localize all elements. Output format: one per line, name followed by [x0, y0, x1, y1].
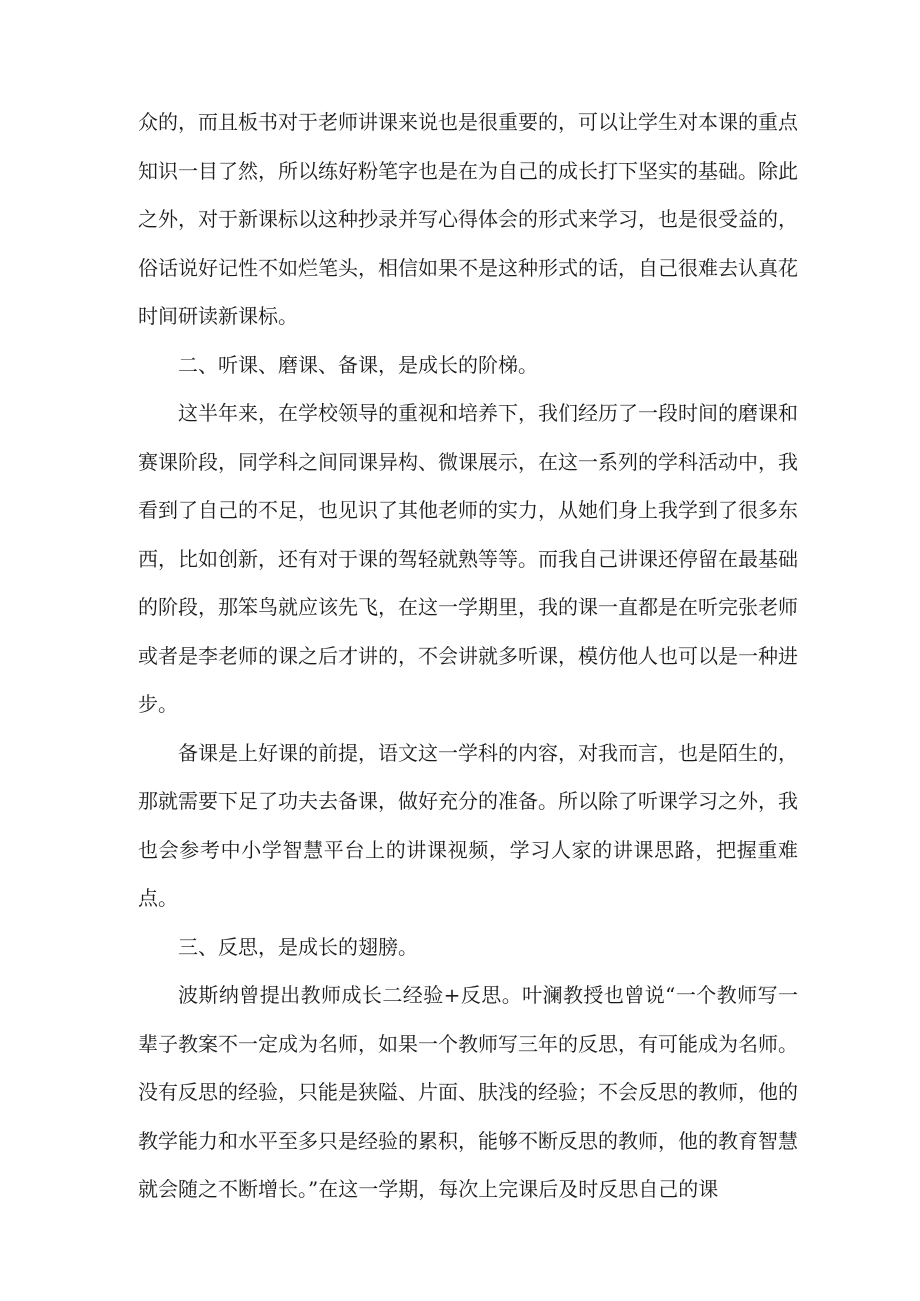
paragraph: 这半年来，在学校领导的重视和培养下，我们经历了一段时间的磨课和赛课阶段，同学科之间同课异构、微课展示，在这一系列的学科活动中，我看到了自己的不足，也见识了其他老师的实力，从她们身上我学到了很多东西，比如创新，还有对于课的驾轻就熟等等。而我自己讲课还停留在最基础的阶段，那笨鸟就应该先飞，在这一学期里，我的课一直都是在听完张老师或者是李老师的课之后才讲的，不会讲就多听课，模仿他人也可以是一种进步。	[138, 401, 798, 716]
document-body	[138, 98, 798, 1214]
section-heading-three: 三、反思，是成长的翅膀。	[178, 934, 418, 959]
paragraph: 波斯纳曾提出教师成长二经验+反思。叶澜教授也曾说“一个教师写一辈子教案不一定成为名师，如果一个教师写三年的反思，有可能成为名师。没有反思的经验，只能是狭隘、片面、肤浅的经验；不会反思的教师，他的教学能力和水平至多只是经验的累积，能够不断反思的教师，他的教育智慧就会随之不断增长。”在这一学期，每次上完课后及时反思自己的课	[138, 983, 798, 1201]
paragraph-continuation: 众的，而且板书对于老师讲课来说也是很重要的，可以让学生对本课的重点知识一目了然，所以练好粉笔字也是在为自己的成长打下坚实的基础。除此之外，对于新课标以这种抄录并写心得体会的形式来学习，也是很受益的，俗话说好记性不如烂笔头，相信如果不是这种形式的话，自己很难去认真花时间研读新课标。	[138, 110, 798, 328]
section-heading-two: 二、听课、磨课、备课，是成长的阶梯。	[178, 352, 538, 377]
paragraph: 备课是上好课的前提，语文这一学科的内容，对我而言，也是陌生的，那就需要下足了功夫去备课，做好充分的准备。所以除了听课学习之外，我也会参考中小学智慧平台上的讲课视频，学习人家的讲课思路，把握重难点。	[138, 740, 798, 910]
